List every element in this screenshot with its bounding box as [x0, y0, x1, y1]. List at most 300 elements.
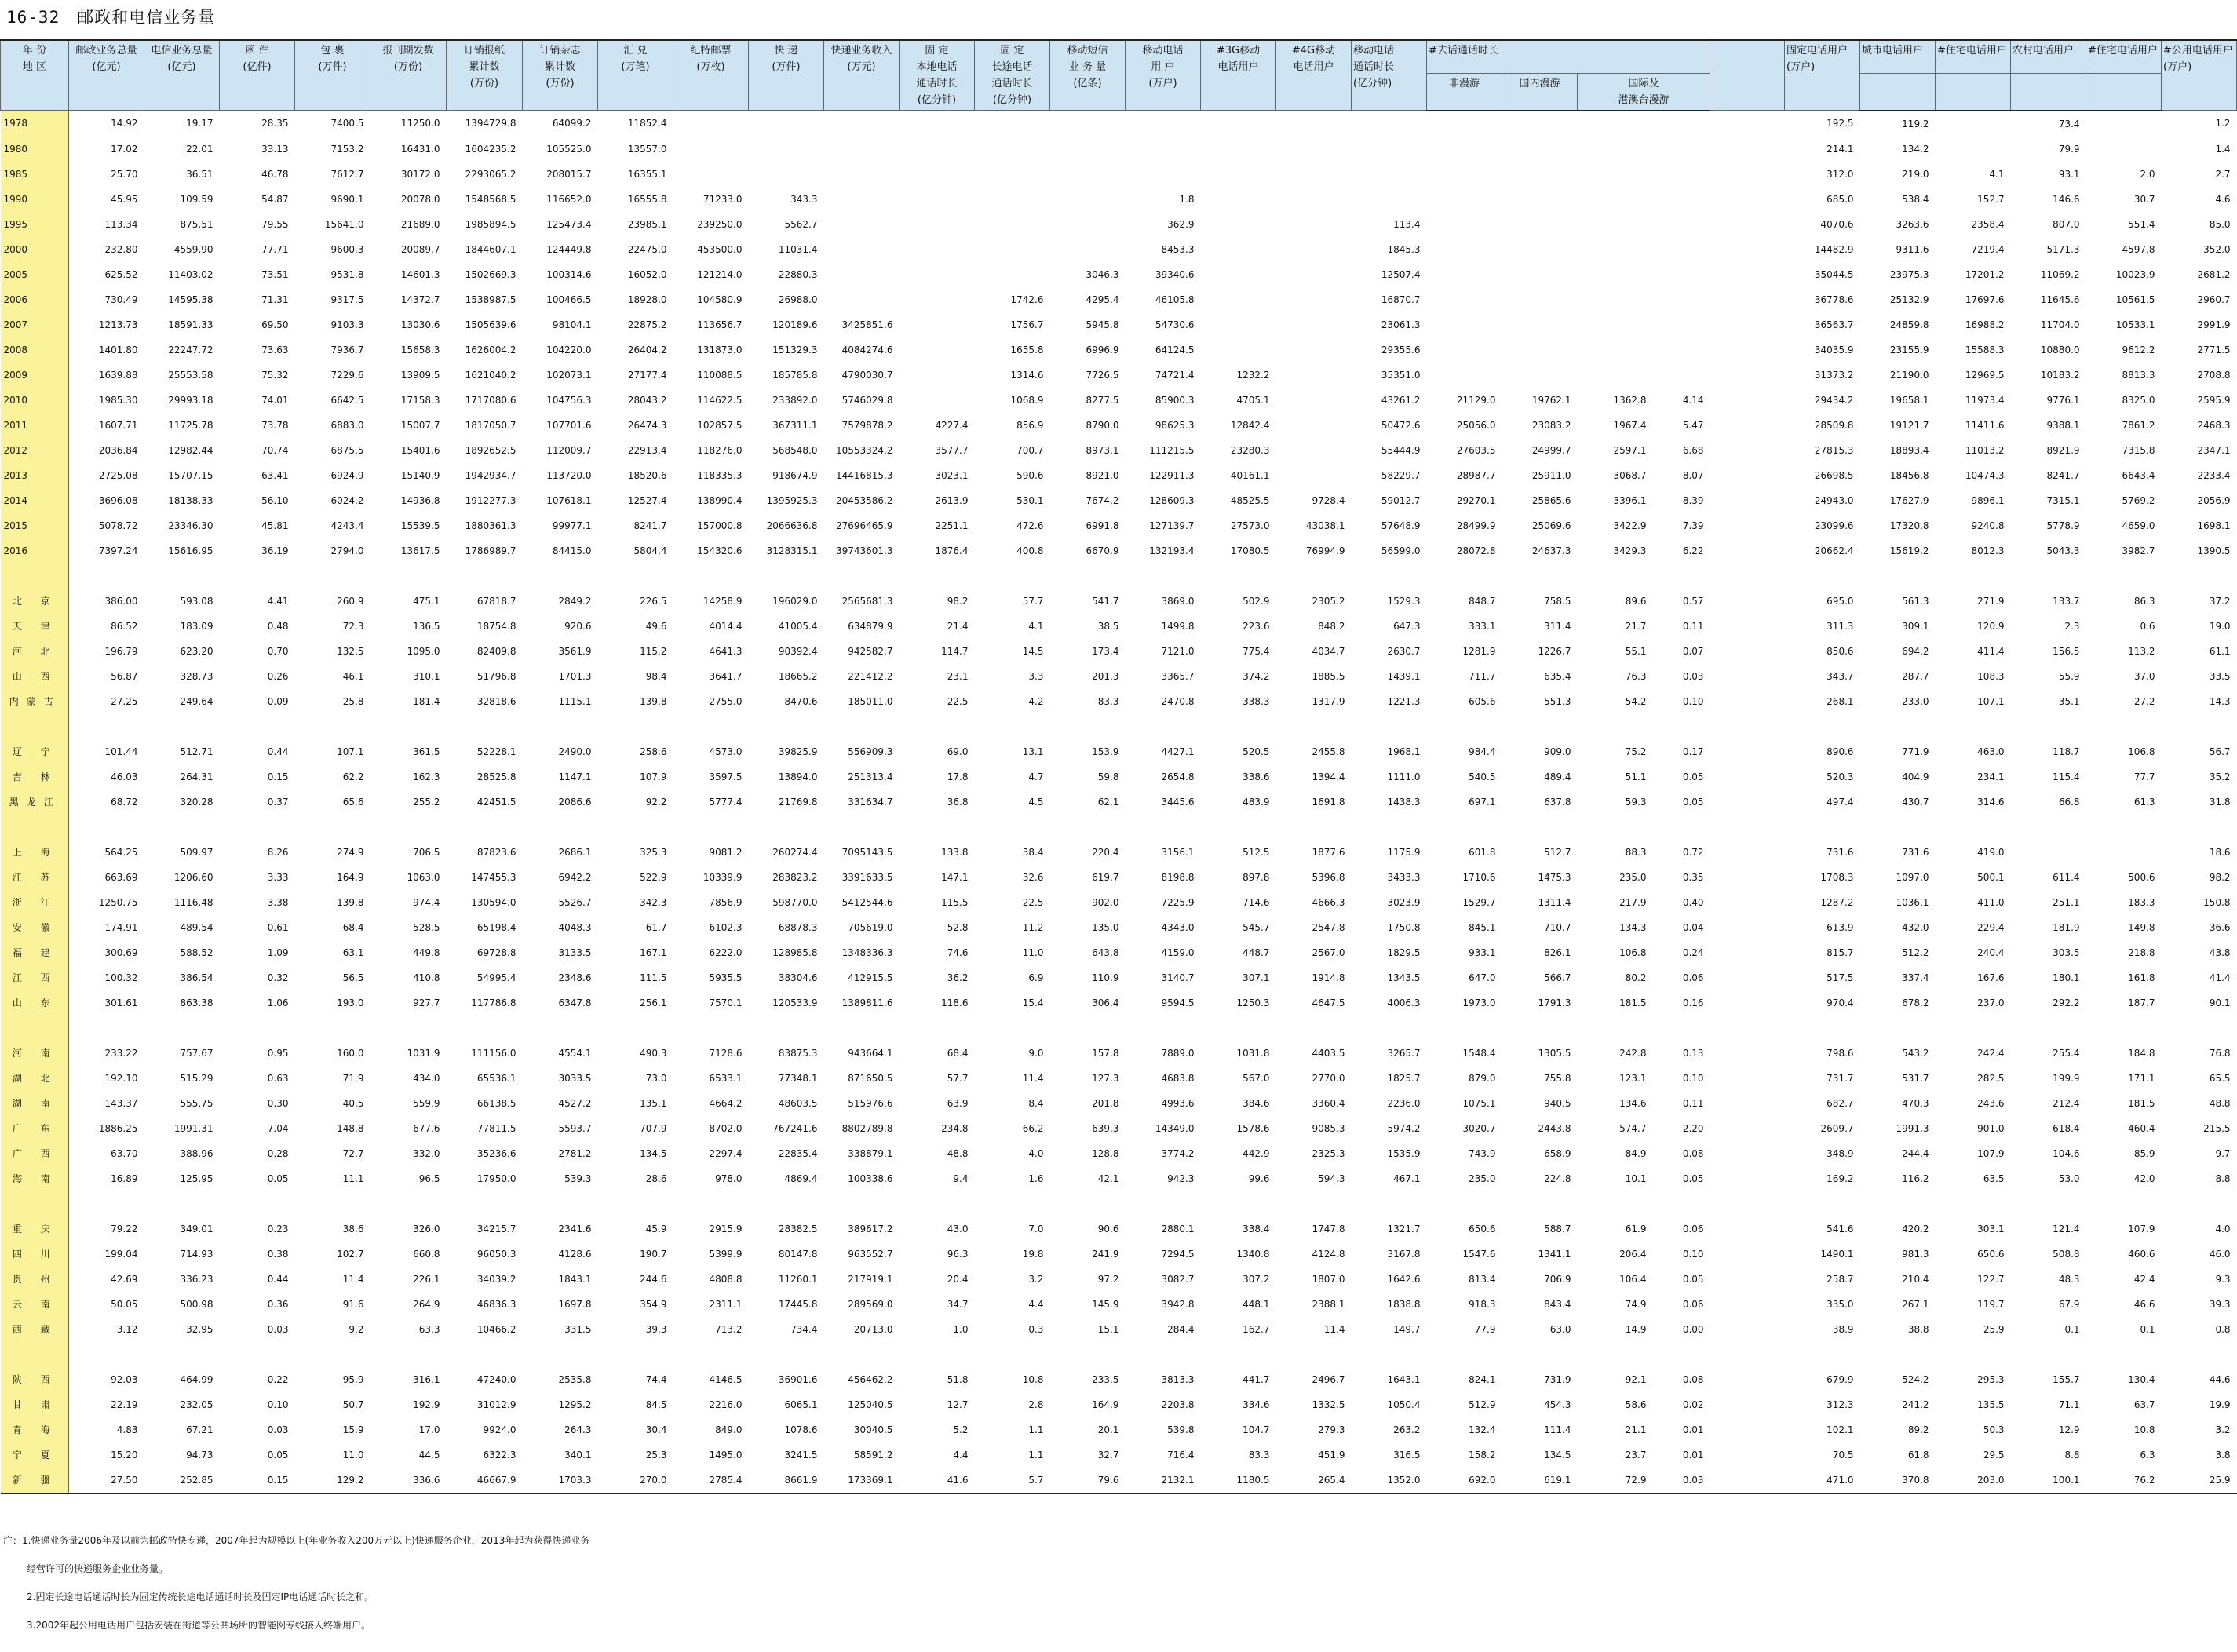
- cell: 0.05: [267, 1449, 289, 1461]
- cell: 9.2: [349, 1323, 364, 1335]
- cell: 471.0: [1785, 1468, 1860, 1493]
- cell: 520.3: [1826, 771, 1854, 782]
- cell: 123.1: [1619, 1072, 1647, 1084]
- cell: 79.9: [2058, 143, 2080, 155]
- rural-users-header: 农村电话用户: [2011, 40, 2086, 73]
- table-row: [1, 162, 2237, 187]
- cell: 214.1: [1826, 143, 1854, 155]
- cell: 85.9: [2133, 1147, 2155, 1159]
- cell: 432.0: [1902, 921, 1929, 933]
- cell: 46.78: [261, 168, 289, 180]
- cell: 73.51: [261, 268, 289, 280]
- cell: 1756.7: [1010, 319, 1044, 330]
- cell: 11.4: [1022, 1072, 1044, 1084]
- cell: 7861.2: [2122, 419, 2155, 431]
- cell: 226.1: [413, 1273, 440, 1285]
- cell: 320.28: [180, 796, 213, 808]
- cell: [1427, 287, 1502, 312]
- cell: [1502, 162, 1578, 187]
- cell: 24999.7: [1531, 444, 1571, 456]
- cell: 83875.3: [778, 1047, 818, 1059]
- cell: 56.5: [342, 972, 364, 983]
- cell: 73.78: [261, 419, 289, 431]
- cell: 813.4: [1469, 1273, 1496, 1285]
- table-row: [1, 1091, 2237, 1116]
- cell: 0.44: [267, 746, 289, 757]
- cell: 11250.0: [400, 118, 440, 129]
- cell: 106.8: [1619, 946, 1647, 958]
- cell: 90.6: [1097, 1223, 1119, 1234]
- outgoing-call-header: #去话通话时长: [1427, 40, 1710, 73]
- cell: 19.9: [2209, 1399, 2231, 1410]
- cell: 328.73: [180, 670, 213, 682]
- cell: 22475.0: [627, 243, 667, 255]
- cell: 3.3: [1028, 670, 1044, 682]
- cell: 63.9: [947, 1097, 969, 1109]
- cell: 0.11: [1682, 620, 1704, 632]
- cell: 1115.1: [558, 695, 592, 707]
- cell: 3140.7: [1161, 972, 1195, 983]
- cell: 74.01: [261, 394, 289, 406]
- cell: 232.80: [104, 243, 138, 255]
- cell: 107618.1: [546, 494, 592, 506]
- cell: [1710, 1417, 1785, 1442]
- cell: 107.9: [2128, 1223, 2155, 1234]
- cell: 12507.4: [1381, 268, 1421, 280]
- cell: 97.2: [1097, 1273, 1119, 1285]
- cell: 73.0: [645, 1072, 667, 1084]
- cell: 143.37: [104, 1097, 138, 1109]
- cell: 1394729.8: [465, 118, 516, 129]
- cell: 404.9: [1902, 771, 1929, 782]
- cell: 32.95: [186, 1323, 213, 1335]
- cell: 122.7: [1977, 1273, 2005, 1285]
- cell: 17950.0: [476, 1172, 516, 1184]
- cell: [1201, 162, 1276, 187]
- cell: 151329.3: [772, 344, 818, 356]
- cell: 2305.2: [1312, 595, 1345, 607]
- cell: 7121.0: [1161, 645, 1195, 657]
- cell: 1395925.3: [766, 494, 818, 506]
- cell: 51.8: [947, 1373, 969, 1385]
- cell: 3.8: [2215, 1449, 2231, 1461]
- table-row: [1, 865, 2237, 890]
- spacer-row: [1, 563, 2237, 589]
- cell: 12527.4: [627, 494, 667, 506]
- cell: 448.1: [1243, 1298, 1270, 1310]
- table-row: [1, 664, 2237, 689]
- cell: 4641.3: [709, 645, 743, 657]
- cell: 25911.0: [1531, 469, 1571, 481]
- cell: 169.2: [1826, 1172, 1854, 1184]
- row-label: 重 庆: [1, 1216, 69, 1242]
- cell: 47240.0: [476, 1373, 516, 1385]
- cell: [1126, 137, 1201, 162]
- cell: 1985894.5: [465, 218, 516, 230]
- cell: 4.0: [2215, 1223, 2231, 1234]
- cell: [1710, 513, 1785, 538]
- cell: 98625.3: [1155, 419, 1195, 431]
- cell: 1314.6: [1010, 369, 1044, 381]
- cell: 11852.4: [627, 118, 667, 129]
- cell: 252.85: [144, 1468, 220, 1493]
- cell: 7400.5: [330, 118, 364, 129]
- cell: 17158.3: [400, 394, 440, 406]
- cell: [824, 262, 900, 287]
- cell: 5777.4: [709, 796, 743, 808]
- cell: 73.63: [261, 344, 289, 356]
- cell: 50.3: [1983, 1424, 2005, 1435]
- cell: 66.8: [2058, 796, 2080, 808]
- cell: 1394.4: [1312, 771, 1345, 782]
- cell: 5.47: [1682, 419, 1704, 431]
- cell: 100.1: [2011, 1468, 2086, 1493]
- cell: 56.7: [2209, 746, 2231, 757]
- cell: 25056.0: [1456, 419, 1496, 431]
- cell: 55.9: [2058, 670, 2080, 682]
- cell: [1050, 162, 1126, 187]
- cell: 167.1: [640, 946, 667, 958]
- cell: 522.9: [640, 871, 667, 883]
- cell: 23985.1: [627, 218, 667, 230]
- cell: 274.9: [337, 846, 364, 858]
- cell: 9.7: [2215, 1147, 2231, 1159]
- cell: 120.9: [1977, 620, 2005, 632]
- cell: 21689.0: [400, 218, 440, 230]
- cell: 6024.2: [330, 494, 364, 506]
- cell: 0.03: [1653, 1468, 1710, 1493]
- cell: 411.4: [1977, 645, 2005, 657]
- cell: 0.30: [267, 1097, 289, 1109]
- cell: 55.1: [1625, 645, 1647, 657]
- cell: 848.7: [1469, 595, 1496, 607]
- cell: 156.5: [2053, 645, 2080, 657]
- cell: 4666.3: [1312, 896, 1345, 908]
- cell: 1691.8: [1312, 796, 1345, 808]
- cell: [1352, 137, 1427, 162]
- cell: 871650.5: [848, 1072, 893, 1084]
- cell: 1.0: [953, 1323, 969, 1335]
- cell: 14.92: [111, 118, 138, 129]
- cell: 46.03: [111, 771, 138, 782]
- cell: 77.9: [1474, 1323, 1496, 1335]
- table-row: [1, 111, 2237, 137]
- cell: 338879.1: [848, 1147, 893, 1159]
- cell: 42.0: [2133, 1172, 2155, 1184]
- cell: 5935.5: [709, 972, 743, 983]
- cell: 4527.2: [558, 1097, 592, 1109]
- cell: 29270.1: [1456, 494, 1496, 506]
- cell: 1232.2: [1236, 369, 1270, 381]
- cell: 9612.2: [2122, 344, 2155, 356]
- cell: 27177.4: [627, 369, 667, 381]
- cell: 74721.4: [1155, 369, 1195, 381]
- cell: 32.7: [1097, 1449, 1119, 1461]
- cell: [1126, 162, 1201, 187]
- cell: 9388.1: [2046, 419, 2080, 431]
- cell: 0.01: [1682, 1449, 1704, 1461]
- cell: 2443.8: [1538, 1122, 1571, 1134]
- cell: 23061.3: [1381, 319, 1421, 330]
- cell: 1036.1: [1896, 896, 1929, 908]
- cell: 110088.5: [697, 369, 743, 381]
- cell: [900, 388, 975, 413]
- cell: 1912277.3: [465, 494, 516, 506]
- cell: [673, 137, 749, 162]
- cell: 35351.0: [1381, 369, 1421, 381]
- cell: 263.2: [1393, 1424, 1421, 1435]
- row-label: 辽 宁: [1, 739, 69, 764]
- cell: [824, 287, 900, 312]
- cell: 5562.7: [784, 218, 818, 230]
- table-row: [1, 1267, 2237, 1292]
- cell: 28043.2: [627, 394, 667, 406]
- cell: [2086, 840, 2162, 865]
- cell: 146.6: [2053, 193, 2080, 205]
- cell: 331634.7: [848, 796, 893, 808]
- cell: [1201, 187, 1276, 212]
- cell: 4427.1: [1161, 746, 1195, 757]
- cell: 36.19: [261, 545, 289, 556]
- cell: 3425851.6: [841, 319, 893, 330]
- cell: 17627.9: [1889, 494, 1929, 506]
- cell: 76.2: [2086, 1468, 2162, 1493]
- cell: 1.09: [267, 946, 289, 958]
- cell: 3.33: [267, 871, 289, 883]
- cell: 114622.5: [697, 394, 743, 406]
- cell: 3360.4: [1312, 1097, 1345, 1109]
- cell: 134.3: [1619, 921, 1647, 933]
- cell: 43261.2: [1381, 394, 1421, 406]
- cell: 90.1: [2209, 997, 2231, 1008]
- cell: 39.3: [645, 1323, 667, 1335]
- cell: [1710, 1066, 1785, 1091]
- cell: 17.0: [418, 1424, 440, 1435]
- cell: 84.5: [645, 1399, 667, 1410]
- cell: 242.4: [1977, 1047, 2005, 1059]
- cell: [1578, 187, 1653, 212]
- cell: 15641.0: [324, 218, 364, 230]
- cell: 601.8: [1469, 846, 1496, 858]
- cell: 7936.7: [330, 344, 364, 356]
- cell: 1710.6: [1462, 871, 1496, 883]
- cell: 113656.7: [697, 319, 743, 330]
- cell: 918.3: [1469, 1298, 1496, 1310]
- cell: 0.05: [1682, 1273, 1704, 1285]
- cell: 303.1: [1977, 1223, 2005, 1234]
- cell: 942582.7: [848, 645, 893, 657]
- cell: 343.7: [1826, 670, 1854, 682]
- cell: 56.10: [261, 494, 289, 506]
- cell: 8.07: [1682, 469, 1704, 481]
- cell: 102857.5: [697, 419, 743, 431]
- cell: 942.3: [1167, 1172, 1195, 1184]
- cell: 48.3: [2058, 1273, 2080, 1285]
- cell: 76994.9: [1305, 545, 1345, 556]
- cell: 51796.8: [476, 670, 516, 682]
- cell: 0.3: [1028, 1323, 1044, 1335]
- cell: 598770.0: [772, 896, 818, 908]
- cell: 0.44: [267, 1273, 289, 1285]
- cell: 111.5: [640, 972, 667, 983]
- cell: 1343.5: [1387, 972, 1421, 983]
- cell: 4.2: [1028, 695, 1044, 707]
- table-row: [1, 764, 2237, 790]
- cell: 147.1: [941, 871, 969, 883]
- note-1-cont: 经营许可的快递服务企业业务量。: [27, 1563, 169, 1574]
- cell: 22.01: [186, 143, 213, 155]
- cell: 9.3: [2215, 1273, 2231, 1285]
- cell: [1653, 212, 1710, 237]
- row-label: 安 徽: [1, 915, 69, 940]
- cell: 4790030.7: [841, 369, 893, 381]
- cell: 107.1: [337, 746, 364, 757]
- cell: 541.7: [1092, 595, 1119, 607]
- cell: 743.9: [1469, 1147, 1496, 1159]
- cell: 3.2: [2215, 1424, 2231, 1435]
- cell: 6322.3: [483, 1449, 516, 1461]
- cell: 125473.4: [546, 218, 592, 230]
- cell: 3082.7: [1161, 1273, 1195, 1285]
- cell: 11704.0: [2040, 319, 2080, 330]
- cell: 4014.4: [709, 620, 743, 632]
- cell: 72.3: [342, 620, 364, 632]
- cell: 2470.8: [1161, 695, 1195, 707]
- cell: 132.5: [337, 645, 364, 657]
- cell: 158.2: [1469, 1449, 1496, 1461]
- cell: 2771.5: [2197, 344, 2231, 356]
- cell: 3942.8: [1161, 1298, 1195, 1310]
- cell: [1710, 1041, 1785, 1066]
- cell: 561.3: [1902, 595, 1929, 607]
- cell: 515976.6: [848, 1097, 893, 1109]
- cell: 311.3: [1826, 620, 1854, 632]
- cell: 107.9: [640, 771, 667, 782]
- cell: [1201, 237, 1276, 262]
- cell: 348.9: [1826, 1147, 1854, 1159]
- cell: 14.9: [1625, 1323, 1647, 1335]
- row-label: 吉 林: [1, 764, 69, 790]
- table-row: [1, 639, 2237, 664]
- cell: [1502, 312, 1578, 337]
- table-body: [1, 111, 2237, 1493]
- cell: 67.9: [2058, 1298, 2080, 1310]
- cell: 6102.3: [709, 921, 743, 933]
- cell: 70.74: [261, 444, 289, 456]
- cell: 130594.0: [471, 896, 516, 908]
- cell: 1621040.2: [465, 369, 516, 381]
- cell: 139.8: [337, 896, 364, 908]
- cell: 700.7: [1016, 444, 1044, 456]
- cell: 634879.9: [848, 620, 893, 632]
- cell: 131873.0: [697, 344, 743, 356]
- cell: 110.9: [1092, 972, 1119, 983]
- cell: [824, 237, 900, 262]
- cell: 1250.3: [1236, 997, 1270, 1008]
- cell: 0.04: [1682, 921, 1704, 933]
- cell: 517.5: [1826, 972, 1854, 983]
- cell: 660.8: [413, 1248, 440, 1260]
- cell: 551.3: [1544, 695, 1571, 707]
- cell: 1352.0: [1352, 1468, 1427, 1493]
- cell: 15.4: [1022, 997, 1044, 1008]
- cell: 470.3: [1902, 1097, 1929, 1109]
- cell: 153.9: [1092, 746, 1119, 757]
- cell: 2341.6: [558, 1223, 592, 1234]
- cell: 367311.1: [772, 419, 818, 431]
- cell: [1653, 187, 1710, 212]
- table-row: [1, 312, 2237, 337]
- cell: 588.7: [1544, 1223, 1571, 1234]
- cell: 1742.6: [1010, 294, 1044, 305]
- cell: 2311.1: [709, 1298, 743, 1310]
- cell: 16.89: [111, 1172, 138, 1184]
- cell: 6883.0: [330, 419, 364, 431]
- cell: 15616.95: [168, 545, 213, 556]
- cell: [1050, 187, 1126, 212]
- spacer: [2086, 73, 2162, 111]
- cell: 75.32: [261, 369, 289, 381]
- cell: 11.0: [1022, 946, 1044, 958]
- cell: 23.1: [947, 670, 969, 682]
- cell: 6.9: [1028, 972, 1044, 983]
- table-row: [1, 890, 2237, 915]
- cell: 7294.5: [1161, 1248, 1195, 1260]
- cell: 20713.0: [853, 1323, 893, 1335]
- cell: 338.4: [1243, 1223, 1270, 1234]
- cell: 30.4: [645, 1424, 667, 1435]
- cell: 13617.5: [400, 545, 440, 556]
- cell: 289569.0: [848, 1298, 893, 1310]
- cell: 489.4: [1544, 771, 1571, 782]
- cell: 5078.72: [98, 520, 138, 531]
- cell: 82409.8: [476, 645, 516, 657]
- cell: 8.39: [1682, 494, 1704, 506]
- cell: [1710, 162, 1785, 187]
- cell: 14258.9: [702, 595, 743, 607]
- cell: 731.6: [1902, 846, 1929, 858]
- cell: 20.1: [1097, 1424, 1119, 1435]
- cell: 9924.0: [483, 1424, 516, 1435]
- cell: 6.68: [1682, 444, 1704, 456]
- cell: 692.0: [1427, 1468, 1502, 1493]
- cell: 63.0: [1549, 1323, 1571, 1335]
- row-label: 湖 北: [1, 1066, 69, 1091]
- cell: 8790.0: [1086, 419, 1119, 431]
- cell: [1578, 111, 1653, 137]
- cell: 678.2: [1902, 997, 1929, 1008]
- row-label: 2009: [1, 363, 69, 388]
- cell: 96.5: [418, 1172, 440, 1184]
- cell: 56.87: [111, 670, 138, 682]
- cell: 31.8: [2209, 796, 2231, 808]
- cell: 386.54: [180, 972, 213, 983]
- cell: 1.6: [1028, 1172, 1044, 1184]
- cell: 1747.8: [1312, 1223, 1345, 1234]
- cell: 129.2: [295, 1468, 370, 1493]
- cell: 1311.4: [1538, 896, 1571, 908]
- cell: 239250.0: [697, 218, 743, 230]
- cell: 500.1: [1977, 871, 2005, 883]
- cell: 2535.8: [558, 1373, 592, 1385]
- cell: 134.2: [1902, 143, 1929, 155]
- cell: 28382.5: [778, 1223, 818, 1234]
- cell: 2036.84: [98, 444, 138, 456]
- cell: 1401.80: [98, 344, 138, 356]
- cell: [1427, 111, 1502, 137]
- cell: 312.3: [1826, 1399, 1854, 1410]
- cell: 2496.7: [1312, 1373, 1345, 1385]
